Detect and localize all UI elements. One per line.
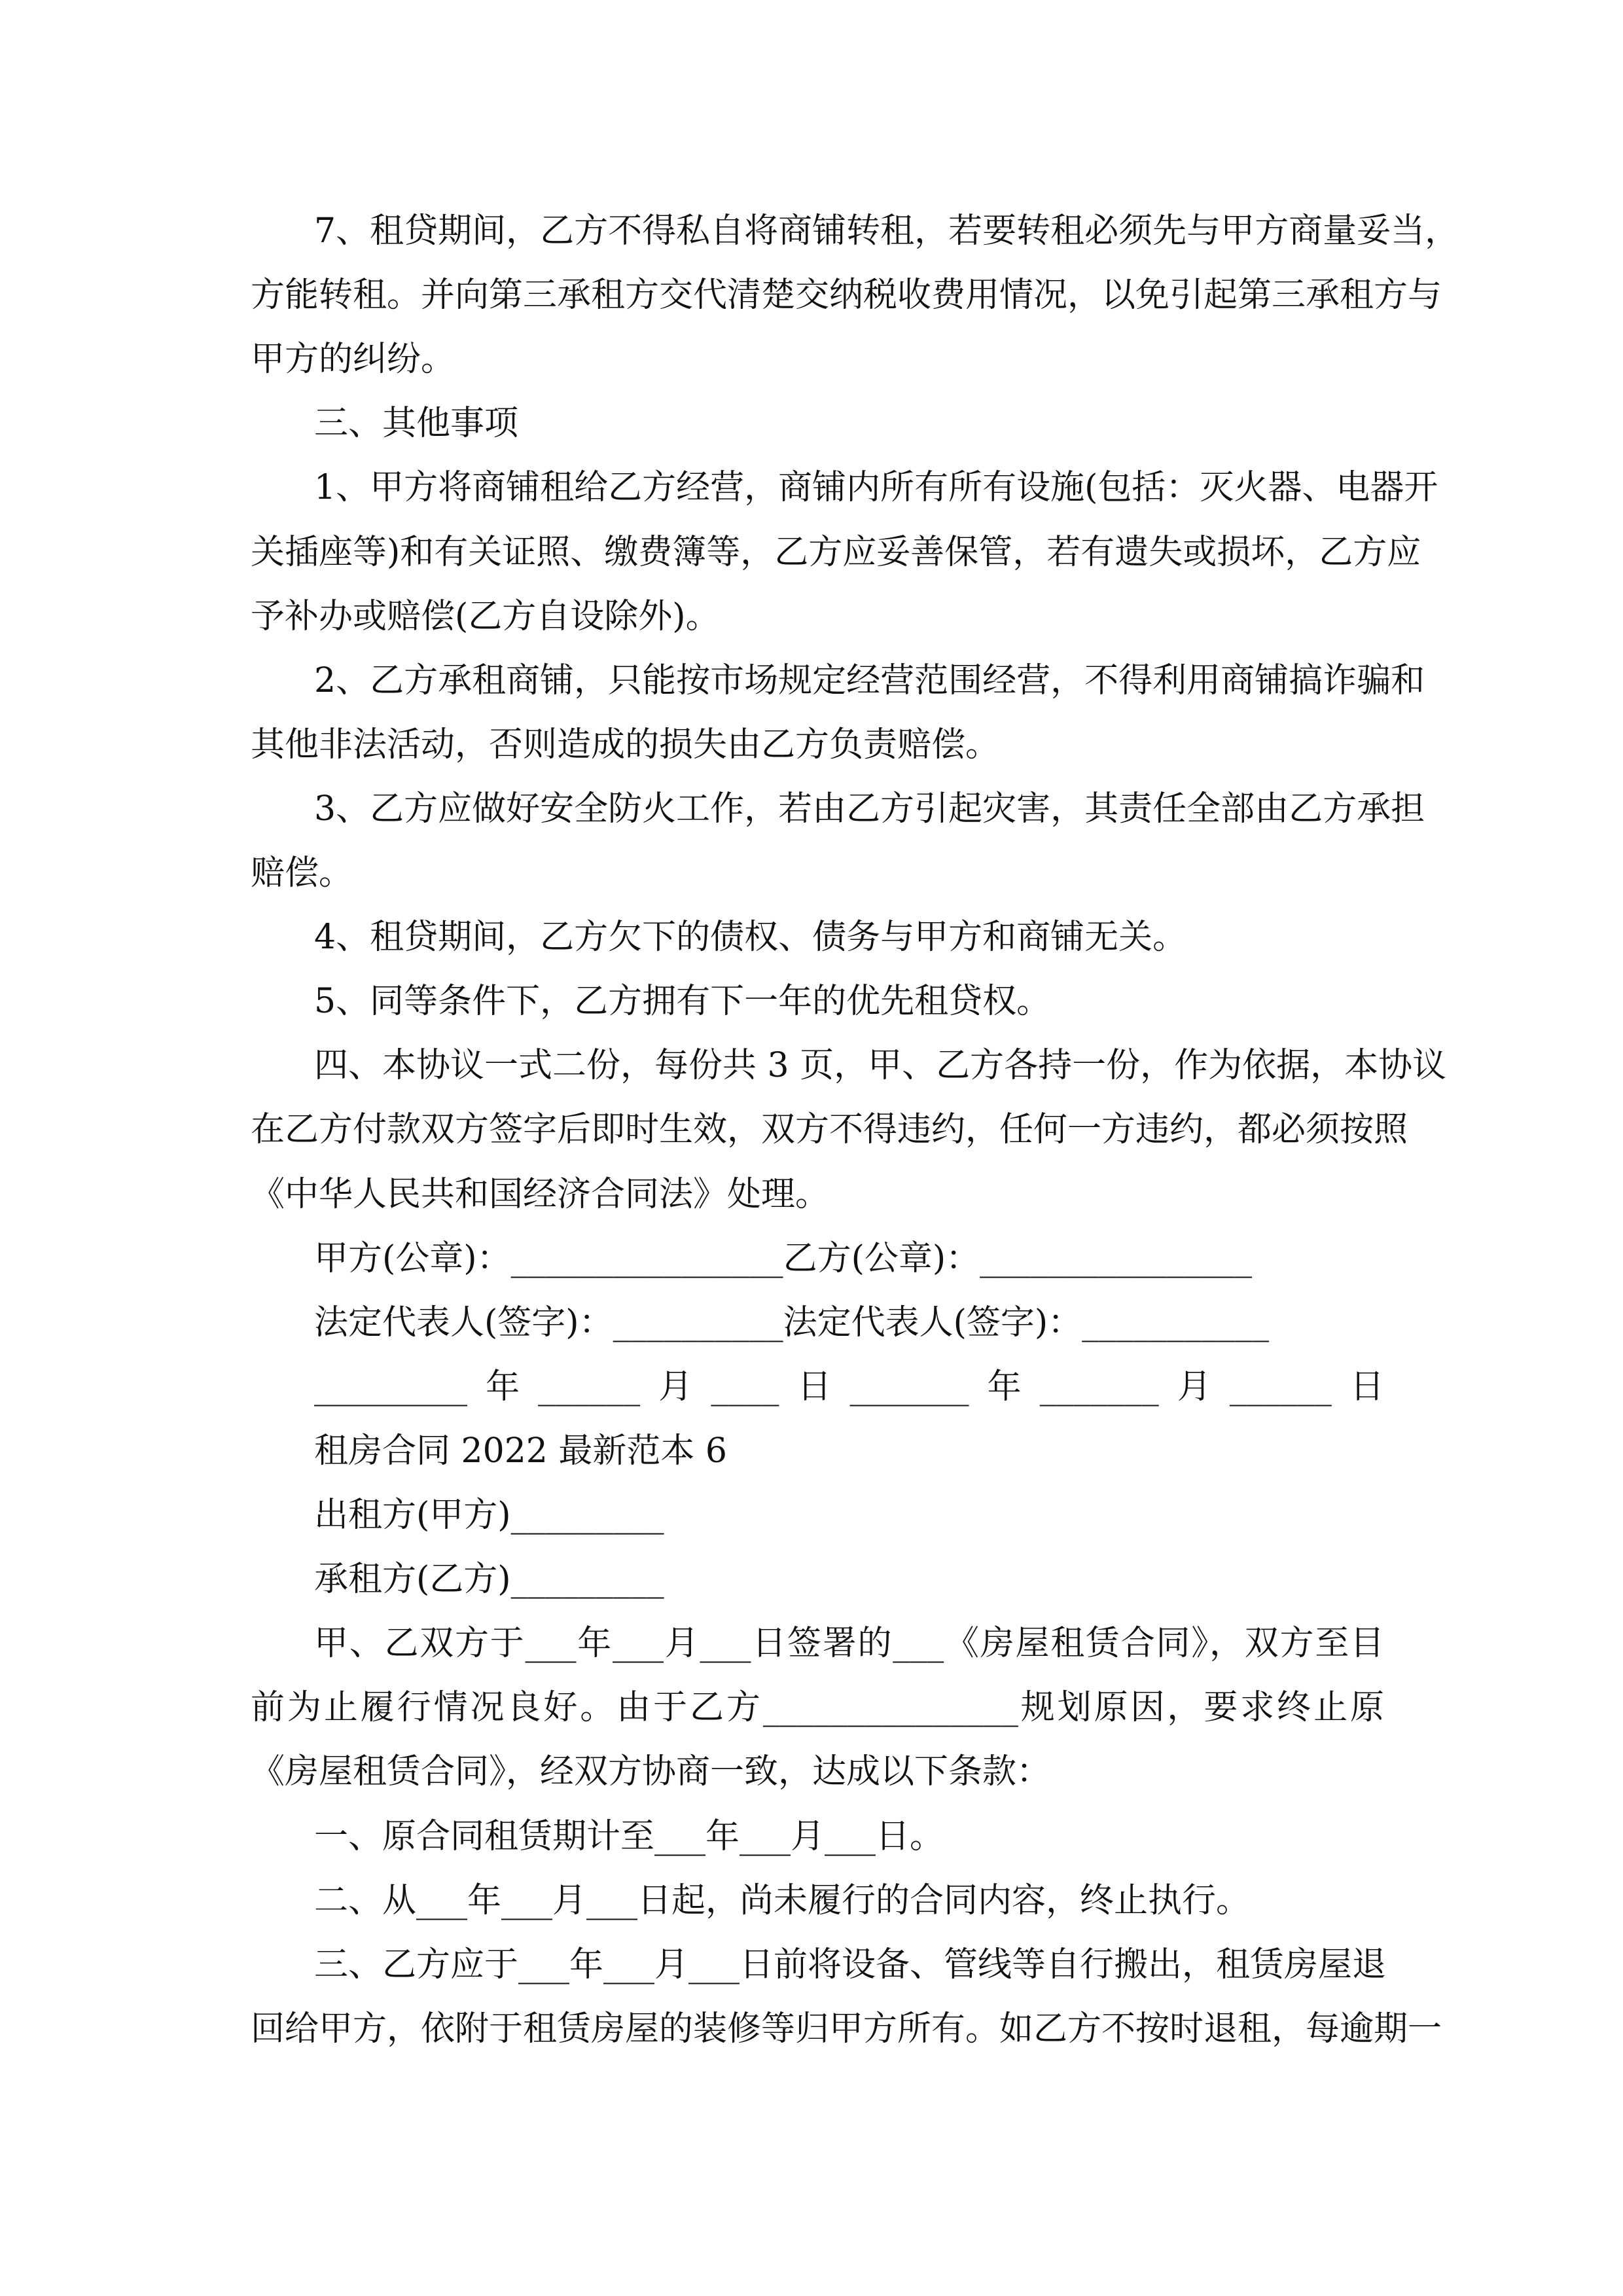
- text-line: 前为止履行情况良好。由于乙方_______________规划原因，要求终止原: [251, 1688, 1384, 1728]
- text-line: 在乙方付款双方签字后即时生效，双方不得违约，任何一方违约，都必须按照: [251, 1110, 1408, 1150]
- text-line: 甲方(公章)：________________乙方(公章)：________________: [314, 1238, 1253, 1278]
- text-line: 法定代表人(签字)：__________法定代表人(签字)：___________: [314, 1302, 1270, 1342]
- text-line: 出租方(甲方)_________: [314, 1496, 664, 1535]
- text-line: 四、本协议一式二份，每份共 3 页，甲、乙方各持一份，作为依据，本协议: [314, 1046, 1447, 1086]
- text-line: 回给甲方，依附于租赁房屋的装修等归甲方所有。如乙方不按时退租，每逾期一: [251, 2009, 1442, 2049]
- text-line: 租房合同 2022 最新范本 6: [314, 1431, 728, 1471]
- text-line: 赔偿。: [251, 853, 353, 893]
- text-line: 三、其他事项: [314, 404, 519, 444]
- text-line: 《房屋租赁合同》，经双方协商一致，达成以下条款：: [251, 1752, 1051, 1792]
- text-line: 方能转租。并向第三承租方交代清楚交纳税收费用情况，以免引起第三承租方与: [251, 276, 1442, 315]
- text-line: 关插座等)和有关证照、缴费簿等，乙方应妥善保管，若有遗失或损坏，乙方应: [251, 532, 1421, 572]
- text-line: 《中华人民共和国经济合同法》处理。: [251, 1174, 830, 1214]
- text-line: 予补办或赔偿(乙方自设除外)。: [251, 596, 720, 636]
- text-line: 甲方的纠纷。: [251, 340, 455, 380]
- text-line: 5、同等条件下，乙方拥有下一年的优先租贷权。: [314, 982, 1051, 1022]
- text-line: 三、乙方应于___年___月___日前将设备、管线等自行搬出，租赁房屋退: [314, 1945, 1387, 1984]
- text-line: 1、甲方将商铺租给乙方经营，商铺内所有所有设施(包括：灭火器、电器开: [314, 468, 1438, 508]
- text-line: 2、乙方承租商铺，只能按市场规定经营范围经营，不得利用商铺搞诈骗和: [314, 660, 1425, 700]
- text-line: 4、租贷期间，乙方欠下的债权、债务与甲方和商铺无关。: [314, 918, 1187, 958]
- text-line: 7、租贷期间，乙方不得私自将商铺转租，若要转租必须先与甲方商量妥当，: [314, 211, 1459, 251]
- text-line: 二、从___年___月___日起，尚未履行的合同内容，终止执行。: [314, 1880, 1251, 1920]
- text-line: _________年______月____日_______年_______月______日: [314, 1367, 1385, 1407]
- text-line: 承租方(乙方)_________: [314, 1560, 664, 1600]
- text-line: 甲、乙双方于___年___月___日签署的___《房屋租赁合同》，双方至目: [314, 1624, 1384, 1664]
- text-line: 其他非法活动，否则造成的损失由乙方负责赔偿。: [251, 725, 1000, 764]
- text-line: 3、乙方应做好安全防火工作，若由乙方引起灾害，其责任全部由乙方承担: [314, 789, 1425, 829]
- text-line: 一、原合同租赁期计至___年___月___日。: [314, 1816, 944, 1856]
